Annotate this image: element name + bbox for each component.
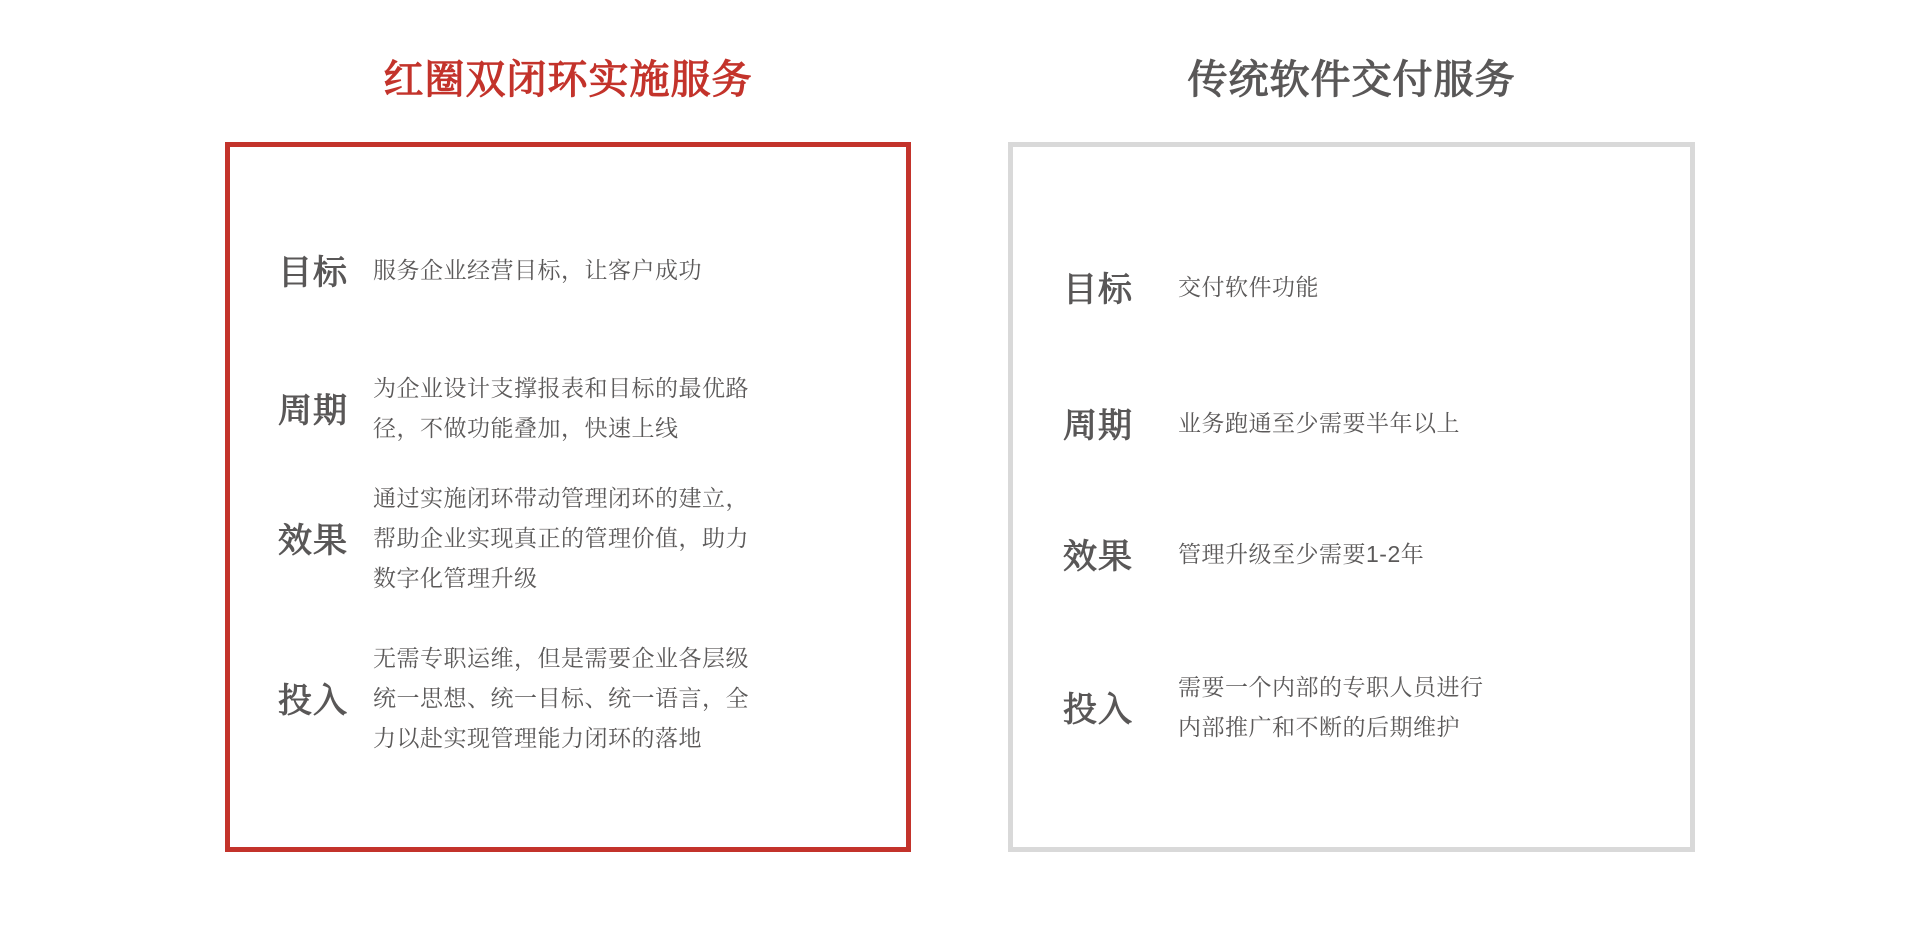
desc-line: 需要一个内部的专职人员进行 — [1178, 673, 1484, 700]
right-row-goal — [1063, 259, 1319, 314]
left-row-cycle-label: 周期 — [278, 392, 348, 430]
desc-line: 统一思想、统一目标、统一语言，全 — [373, 684, 749, 711]
right-row-investment-desc — [1178, 667, 1484, 747]
left-panel-title: 红圈双闭环实施服务 — [383, 58, 753, 102]
desc-line: 帮助企业实现真正的管理价值，助力 — [373, 524, 749, 551]
left-row-investment-desc — [373, 638, 749, 758]
right-row-effect — [1063, 526, 1424, 581]
left-row-cycle-desc — [373, 368, 749, 448]
right-row-goal-desc — [1178, 267, 1319, 307]
left-row-goal-desc — [373, 250, 702, 290]
right-row-investment-label: 投入 — [1063, 691, 1133, 729]
desc-line: 力以赴实现管理能力闭环的落地 — [373, 724, 702, 751]
right-row-goal-label: 目标 — [1063, 271, 1133, 309]
left-row-investment — [278, 635, 749, 760]
desc-line: 无需专职运维，但是需要企业各层级 — [373, 644, 749, 671]
desc-line: 径，不做功能叠加，快速上线 — [373, 414, 679, 441]
right-row-investment — [1063, 664, 1484, 749]
desc-line: 为企业设计支撑报表和目标的最优路 — [373, 374, 749, 401]
left-row-effect-desc — [373, 478, 749, 598]
right-row-cycle — [1063, 395, 1460, 450]
right-row-effect-desc — [1178, 534, 1424, 574]
right-row-cycle-desc — [1178, 403, 1460, 443]
right-panel-gray-box — [1008, 142, 1695, 852]
desc-line: 通过实施闭环带动管理闭环的建立， — [373, 484, 749, 511]
left-row-goal — [278, 242, 702, 297]
desc-line: 内部推广和不断的后期维护 — [1178, 713, 1460, 740]
left-row-effect — [278, 475, 749, 600]
desc-line: 交付软件功能 — [1178, 273, 1319, 300]
left-panel-red-box — [225, 142, 911, 852]
desc-line: 数字化管理升级 — [373, 564, 538, 591]
left-row-investment-label: 投入 — [278, 682, 348, 720]
desc-line: 业务跑通至少需要半年以上 — [1178, 409, 1460, 436]
right-row-cycle-label: 周期 — [1063, 407, 1133, 445]
left-row-cycle — [278, 365, 749, 450]
right-panel-title: 传统软件交付服务 — [1187, 58, 1516, 102]
left-row-goal-label: 目标 — [278, 254, 348, 292]
desc-line: 服务企业经营目标，让客户成功 — [373, 256, 702, 283]
left-row-effect-label: 效果 — [278, 522, 348, 560]
right-row-effect-label: 效果 — [1063, 538, 1133, 576]
desc-line: 管理升级至少需要1-2年 — [1178, 540, 1425, 567]
